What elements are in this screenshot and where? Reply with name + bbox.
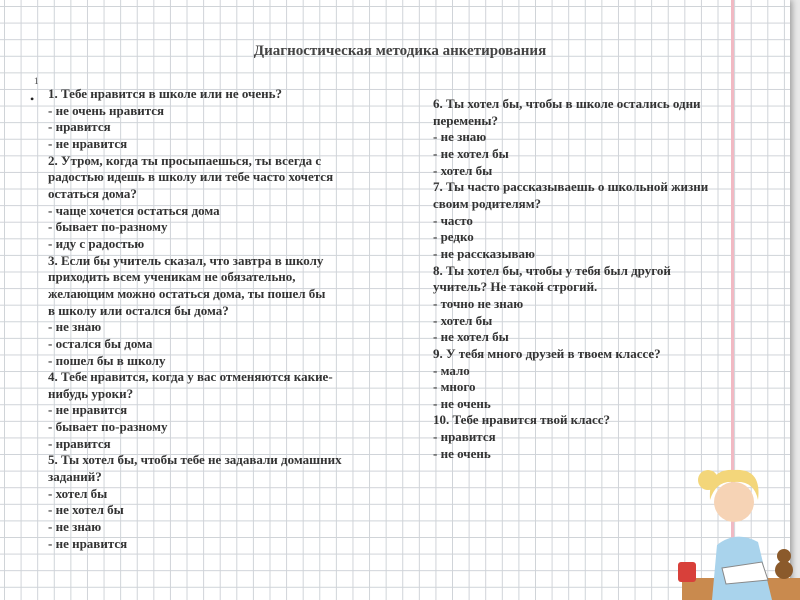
question-line: 5. Ты хотел бы, чтобы тебе не задавали домашних	[48, 452, 342, 468]
text-line: - мало	[433, 362, 470, 378]
slide-number: 1	[34, 76, 39, 86]
question-line: 4. Тебе нравится, когда у вас отменяются какие-	[48, 369, 333, 385]
text-line: - не знаю	[48, 319, 102, 335]
question-line: 9. У тебя много друзей в твоем классе?	[433, 345, 661, 361]
text-line: - не хотел бы	[433, 329, 509, 345]
text-line: - бывает по-разному	[48, 219, 168, 235]
text-line: - редко	[433, 229, 474, 245]
bullet-icon: •	[30, 92, 35, 106]
text-line: остаться дома?	[48, 185, 137, 201]
text-line: - не нравится	[48, 402, 128, 418]
question-line: 2. Утром, когда ты просыпаешься, ты всегда с	[48, 152, 322, 168]
text-line: - не очень нравится	[48, 102, 165, 118]
text-line: учитель? Не такой строгий.	[433, 279, 598, 295]
text-line: заданий?	[48, 469, 102, 485]
question-line: 8. Ты хотел бы, чтобы у тебя был другой	[433, 262, 671, 278]
text-line: - точно не знаю	[433, 295, 524, 311]
text-line: - остался бы дома	[48, 335, 153, 351]
text-line: - не хотел бы	[433, 145, 509, 161]
text-line: приходить всем ученикам не обязательно,	[48, 269, 296, 285]
text-line: - часто	[433, 212, 473, 228]
text-line: - нравится	[48, 435, 111, 451]
text-line: - не нравится	[48, 535, 128, 551]
text-line: - не очень	[433, 445, 491, 461]
text-line: - не знаю	[48, 519, 102, 535]
text-line: - не очень	[433, 395, 491, 411]
text-line: - не знаю	[433, 129, 487, 145]
text-line: - бывает по-разному	[48, 419, 168, 435]
text-line: - хотел бы	[433, 312, 493, 328]
text-line: своим родителям?	[433, 195, 542, 211]
text-line: - хотел бы	[48, 485, 108, 501]
question-line: 3. Если бы учитель сказал, что завтра в школу	[48, 252, 324, 268]
text-line: нибудь уроки?	[48, 385, 134, 401]
text-line: желающим можно остаться дома, ты пошел бы	[48, 285, 326, 301]
text-line: - чаще хочется остаться дома	[48, 202, 220, 218]
text-line: - не хотел бы	[48, 502, 124, 518]
text-line: - пошел бы в школу	[48, 352, 166, 368]
text-line: - не рассказываю	[433, 245, 535, 261]
text-line: - иду с радостью	[48, 235, 145, 251]
text-line: - много	[433, 379, 476, 395]
text-line: радостью идешь в школу или тебе часто хочется	[48, 169, 334, 185]
question-line: 1. Тебе нравится в школе или не очень?	[48, 86, 282, 101]
text-line: - хотел бы	[433, 162, 493, 178]
text-line: - не нравится	[48, 135, 128, 151]
girl-reading-illustration	[672, 450, 800, 600]
questions-right-column	[433, 96, 708, 462]
text-line: в школу или остался бы дома?	[48, 302, 229, 318]
question-line: 10. Тебе нравится твой класс?	[433, 412, 611, 428]
question-line: 7. Ты часто рассказываешь о школьной жизни	[433, 179, 709, 195]
text-line: - нравится	[48, 119, 111, 135]
slide-title: Диагностическая методика анкетирования	[253, 43, 547, 59]
text-line: перемены?	[433, 112, 499, 128]
questions-left-column	[48, 86, 342, 552]
text-line: - нравится	[433, 429, 496, 445]
question-line: 6. Ты хотел бы, чтобы в школе остались одни	[433, 96, 701, 111]
